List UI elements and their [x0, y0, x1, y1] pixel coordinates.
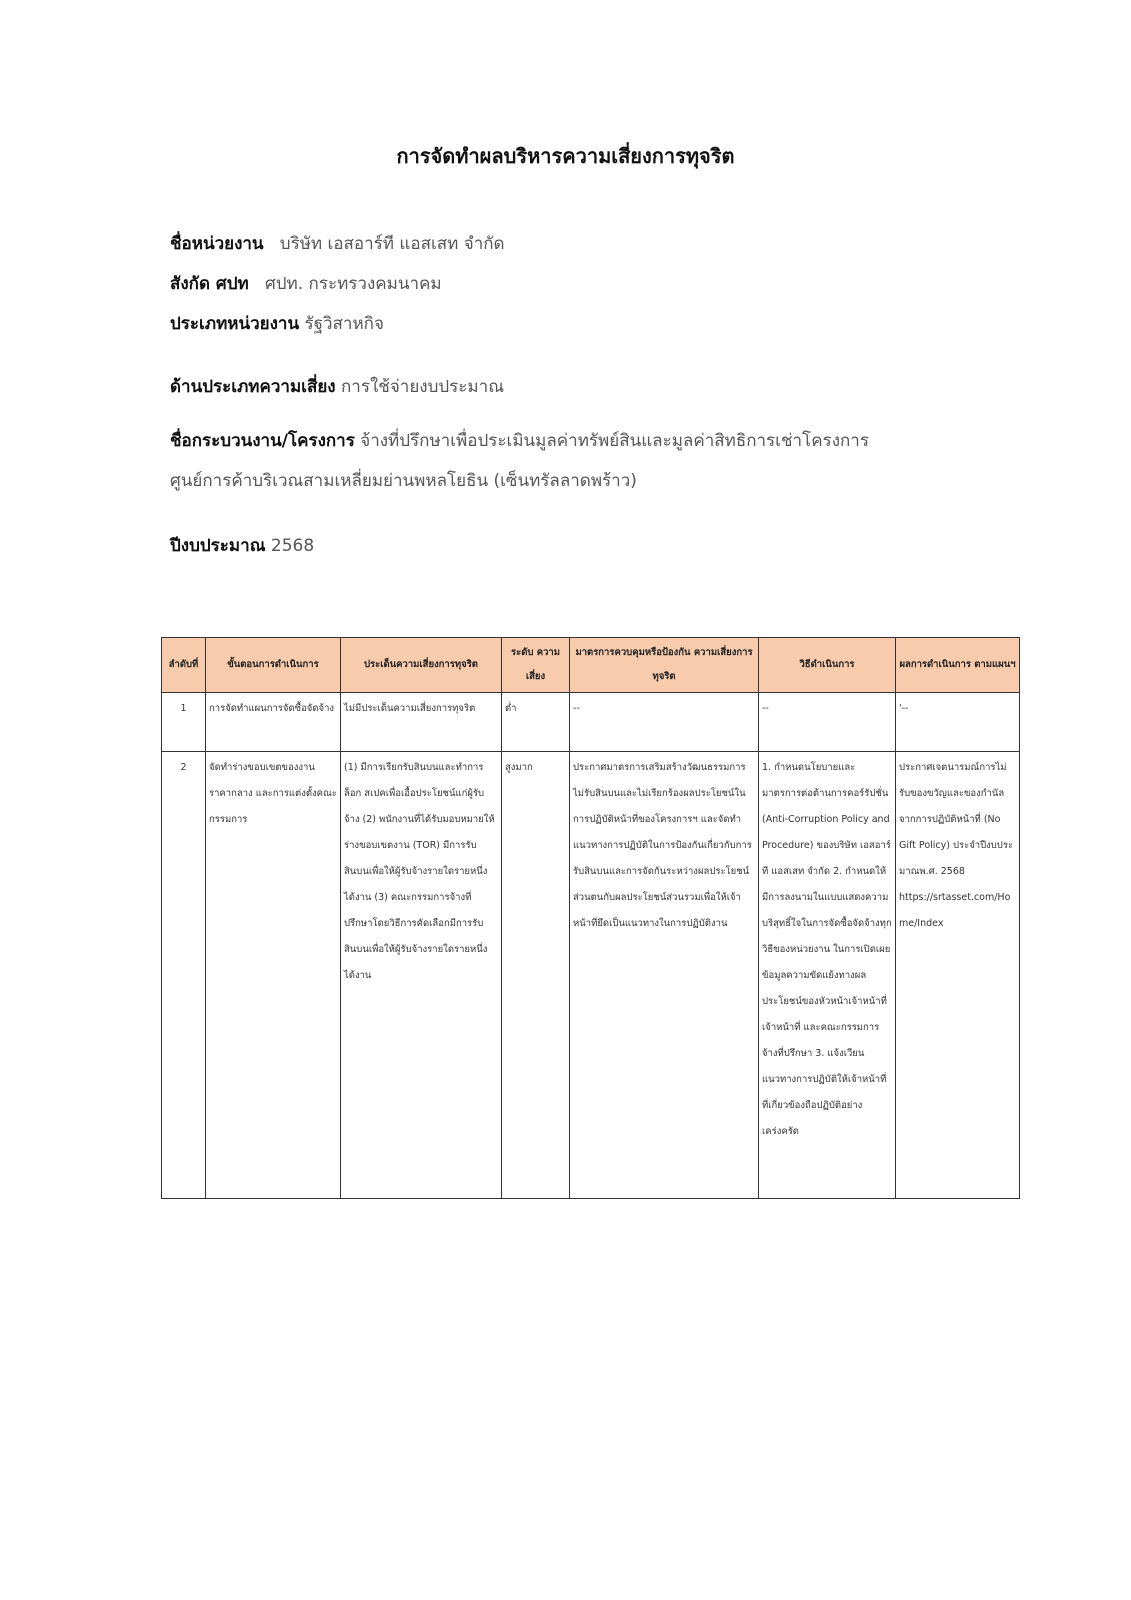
cell-method: --	[759, 693, 896, 752]
header-risk-level: ระดับ ความเสี่ยง	[502, 638, 570, 693]
cell-result: ประกาศเจตนารมณ์การไม่รับของขวัญและของกำนัลจากการปฏิบัติหน้าที่ (No Gift Policy) ประจำปีงบประมาณพ.ศ. 2568 https://srtasset.com/Home/Index	[896, 752, 1020, 1199]
affiliation-line	[170, 270, 442, 297]
header-no: ลำดับที่	[162, 638, 206, 693]
table-row	[162, 693, 1020, 752]
header-method: วิธีดำเนินการ	[759, 638, 896, 693]
header-measures: มาตรการควบคุมหรือป้องกัน ความเสี่ยงการทุจริต	[570, 638, 759, 693]
cell-no: 1	[162, 693, 206, 752]
cell-measures: --	[570, 693, 759, 752]
agency-label: ชื่อหน่วยงาน	[170, 234, 264, 254]
cell-risk-level: ต่ำ	[502, 693, 570, 752]
risk-area-line	[170, 373, 504, 400]
header-risk-issue: ประเด็นความเสี่ยงการทุจริต	[341, 638, 502, 693]
cell-risk-level: สูงมาก	[502, 752, 570, 1199]
agency-line	[170, 230, 505, 257]
risk-area-value: การใช้จ่ายงบประมาณ	[341, 377, 504, 397]
header-result: ผลการดำเนินการ ตามแผนฯ	[896, 638, 1020, 693]
affiliation-label: สังกัด ศปท	[170, 274, 249, 294]
fiscal-year-value: 2568	[270, 536, 315, 556]
fiscal-year-line	[170, 532, 314, 559]
process-value-line2: ศูนย์การค้าบริเวณสามเหลี่ยมย่านพหลโยธิน (เซ็นทรัลลาดพร้าว)	[170, 471, 637, 491]
cell-risk-issue: ไม่มีประเด็นความเสี่ยงการทุจริต	[341, 693, 502, 752]
agency-type-line	[170, 310, 384, 337]
agency-type-value: รัฐวิสาหกิจ	[304, 314, 384, 334]
cell-result: '--	[896, 693, 1020, 752]
header-step: ขั้นตอนการดำเนินการ	[206, 638, 341, 693]
cell-risk-issue: (1) มีการเรียกรับสินบนและทำการล็อก สเปคเพื่อเอื้อประโยชน์แก่ผู้รับจ้าง (2) พนักงานที่ได้รับมอบหมายให้ร่างขอบเขตงาน (TOR) มีการรับสินบนเพื่อให้ผู้รับจ้างรายใดรายหนึ่งได้งาน (3) คณะกรรมการจ้างที่ปรึกษาโดยวิธีการคัดเลือกมีการรับสินบนเพื่อให้ผู้รับจ้างรายใดรายหนึ่งได้งาน	[341, 752, 502, 1199]
document-title: การจัดทำผลบริหารความเสี่ยงการทุจริต	[396, 144, 735, 168]
cell-method: 1. กำหนดนโยบายและมาตรการต่อต้านการคอร์รัปชั่น (Anti-Corruption Policy and Procedure) ของบริษัท เอสอาร์ที แอสเสท จำกัด 2. กำหนดให้มีการลงนามในแบบแสดงความบริสุทธิ์ใจในการจัดซื้อจัดจ้างทุกวิธีของหน่วยงาน ในการเปิดเผยข้อมูลความขัดแย้งทางผลประโยชน์ของหัวหน้าเจ้าหน้าที่ เจ้าหน้าที่ และคณะกรรมการจ้างที่ปรึกษา 3. แจ้งเวียนแนวทางการปฏิบัติให้เจ้าหน้าที่ที่เกี่ยวข้องถือปฏิบัติอย่างเคร่งครัด	[759, 752, 896, 1199]
cell-step: จัดทำร่างขอบเขตของงาน ราคากลาง และการแต่งตั้งคณะกรรมการ	[206, 752, 341, 1199]
risk-table	[161, 637, 1020, 1199]
table-row	[162, 752, 1020, 1199]
affiliation-value: ศปท. กระทรวงคมนาคม	[264, 274, 442, 294]
cell-no: 2	[162, 752, 206, 1199]
risk-area-label: ด้านประเภทความเสี่ยง	[170, 377, 336, 397]
table-header-row	[162, 638, 1020, 693]
cell-measures: ประกาศมาตรการเสริมสร้างวัฒนธรรมการไม่รับสินบนและไม่เรียกร้องผลประโยชน์ในการปฏิบัติหน้าที่ของโครงการฯ และจัดทำแนวทางการปฏิบัติในการป้องกันเกี่ยวกับการรับสินบนและการจัดกันระหว่างผลประโยชน์ส่วนตนกับผลประโยชน์ส่วนรวมเพื่อให้เจ้าหน้าที่ยึดเป็นแนวทางในการปฏิบัติงาน	[570, 752, 759, 1199]
cell-step: การจัดทำแผนการจัดซื้อจัดจ้าง	[206, 693, 341, 752]
process-line	[170, 427, 869, 454]
fiscal-year-label: ปีงบประมาณ	[170, 536, 266, 556]
process-value-line1: จ้างที่ปรึกษาเพื่อประเมินมูลค่าทรัพย์สินและมูลค่าสิทธิการเช่าโครงการ	[360, 431, 869, 451]
agency-type-label: ประเภทหน่วยงาน	[170, 314, 300, 334]
process-label: ชื่อกระบวนงาน/โครงการ	[170, 431, 355, 451]
agency-value: บริษัท เอสอาร์ที แอสเสท จำกัด	[279, 234, 505, 254]
